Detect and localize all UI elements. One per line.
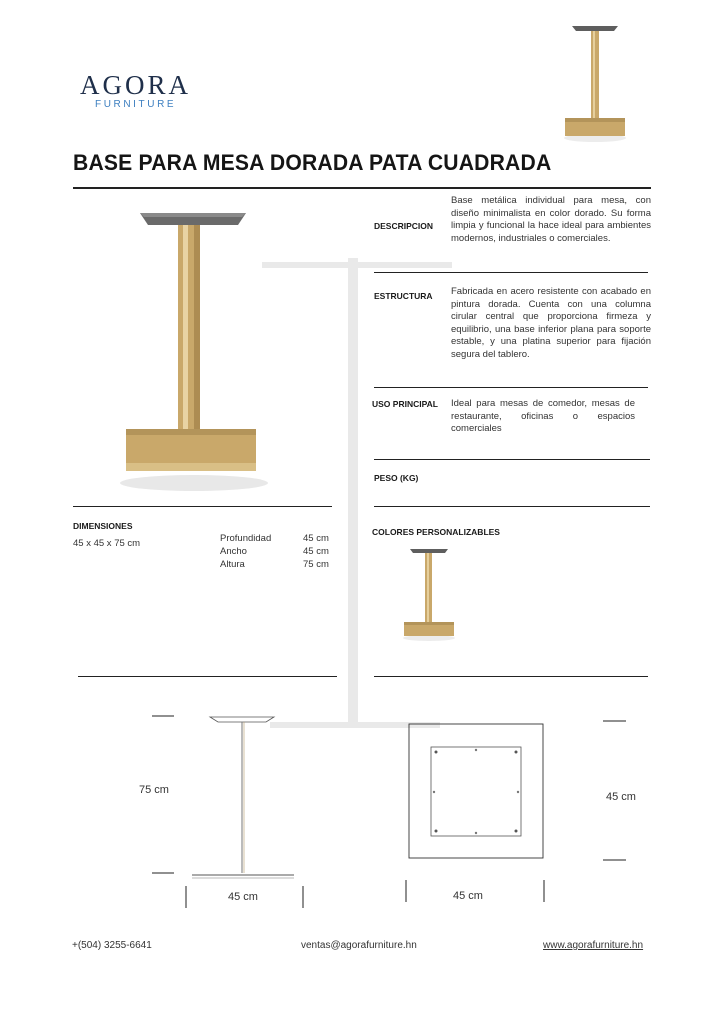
watermark-horizontal <box>262 262 452 268</box>
estructura-text: Fabricada en acero resistente con acabado en pintura dorada. Cuenta con una columna cirular central que proporciona firmeza y equilibrio, una base inferior plana para soporte estable, y una platina superior para fijación segura del tablero. <box>451 286 651 360</box>
brand-logo: AGORA <box>80 70 192 100</box>
drawings-divider-left <box>78 676 337 677</box>
side-width-dimension-label: 45 cm <box>228 891 258 903</box>
uso-text: Ideal para mesas de comedor, mesas de restaurante, oficinas o espacios comerciales <box>451 398 635 435</box>
peso-label: PESO (KG) <box>374 473 419 483</box>
descripcion-text: Base metálica individual para mesa, con diseño minimalista en color dorado. Su forma limpia y funcional la hace ideal para ambientes modernos, industriales o comerciales. <box>451 195 651 244</box>
divider-2 <box>374 387 648 388</box>
descripcion-label: DESCRIPCION <box>374 221 434 231</box>
dim-row-name-2: Altura <box>220 559 245 570</box>
divider-4 <box>374 506 650 507</box>
color-variant-image <box>400 546 458 642</box>
dim-row-value-2: 75 cm <box>303 559 329 570</box>
drawings-divider-right <box>374 676 648 677</box>
top-width-dimension-label: 45 cm <box>453 890 483 902</box>
title-divider <box>73 187 651 189</box>
dimensions-summary: 45 x 45 x 75 cm <box>73 538 141 549</box>
page-title: BASE PARA MESA DORADA PATA CUADRADA <box>73 150 552 175</box>
estructura-label: ESTRUCTURA <box>374 291 433 301</box>
dim-row-value-0: 45 cm <box>303 533 329 544</box>
dim-row-name-0: Profundidad <box>220 533 272 544</box>
product-thumbnail-top <box>560 22 630 144</box>
top-depth-dimension-label: 45 cm <box>606 791 636 803</box>
dimensions-divider-top <box>73 506 332 507</box>
footer-website-link[interactable]: www.agorafurniture.hn <box>543 940 644 951</box>
footer-phone: +(504) 3255-6641 <box>72 940 152 951</box>
footer-email[interactable]: ventas@agorafurniture.hn <box>301 940 417 951</box>
product-image-main <box>112 205 274 495</box>
colores-label: COLORES PERSONALIZABLES <box>372 527 500 537</box>
height-dimension-label: 75 cm <box>139 784 169 796</box>
dim-row-name-1: Ancho <box>220 546 247 557</box>
dim-row-value-1: 45 cm <box>303 546 329 557</box>
side-view-drawing <box>150 708 320 913</box>
divider-3 <box>374 459 650 460</box>
uso-label: USO PRINCIPAL <box>372 399 438 409</box>
top-view-drawing <box>400 714 640 910</box>
watermark-vertical <box>348 258 358 728</box>
dimensions-label: DIMENSIONES <box>73 521 133 531</box>
divider-1 <box>374 272 648 273</box>
brand-tagline: FURNITURE <box>95 99 177 110</box>
